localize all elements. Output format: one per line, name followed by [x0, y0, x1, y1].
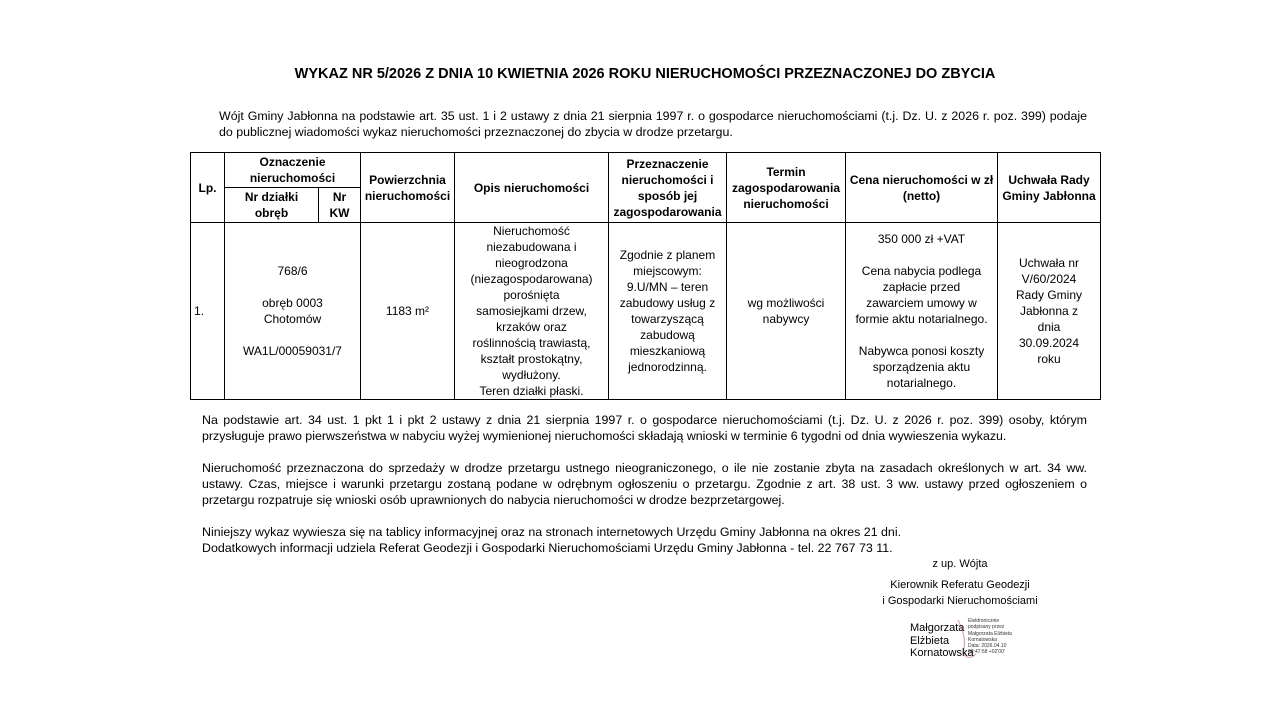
signer-name: Małgorzata Elżbieta Kornatowska	[910, 622, 974, 659]
cell-termin: wg możliwości nabywcy	[727, 223, 846, 400]
header-opis: Opis nieruchomości	[455, 153, 609, 223]
paragraph-pre-emption: Na podstawie art. 34 ust. 1 pkt 1 i pkt 2 ustawy z dnia 21 sierpnia 1997 r. o gospodarce nieruchomościami (t.j. Dz. U. z 2026 r. poz. 399) osoby, którym przysługuje prawo pierwszeństwa w nabyciu wyżej wymienionej nieruchomości składają wnioski w terminie 6 tygodni od dnia wywieszenia wykazu.	[202, 413, 1087, 443]
header-termin: Termin zagospodarowania nieruchomości	[727, 153, 846, 223]
parcel-number: 768/6	[277, 264, 308, 278]
header-nr-dzialki: Nr działki obręb	[225, 188, 319, 223]
cell-cena	[846, 223, 998, 400]
signature-stamp: Elektronicznie podpisany przez Małgorzata Elżbieta Kornatowska Data: 2026.04.10 08:47:58 +02'00'	[968, 618, 1012, 656]
header-przeznaczenie: Przeznaczenie nieruchomości i sposób jej zagospodarowania	[609, 153, 727, 223]
land-register-number: WA1L/00059031/7	[243, 344, 342, 358]
price-note-costs: Nabywca ponosi koszty sporządzenia aktu notarialnego.	[858, 344, 985, 390]
table-row	[191, 223, 1101, 400]
cell-powierzchnia: 1183 m²	[361, 223, 455, 400]
cell-oznaczenie	[225, 223, 361, 400]
signer-role-line2: i Gospodarki Nieruchomościami	[882, 595, 1038, 607]
paragraph-posting	[202, 524, 1087, 556]
intro-paragraph: Wójt Gminy Jabłonna na podstawie art. 35 ust. 1 i 2 ustawy z dnia 21 sierpnia 1997 r. o gospodarce nieruchomościami (t.j. Dz. U. z 2026 r. poz. 399) podaje do publicznej wiadomości wykaz nieruchomości przeznaczonej do zbycia w drodze przetargu.	[219, 109, 1087, 139]
electronic-signature	[900, 614, 1030, 664]
cell-uchwala: Uchwała nr V/60/2024 Rady Gminy Jabłonna z dnia 30.09.2024 roku	[998, 223, 1101, 400]
header-lp: Lp.	[191, 153, 225, 223]
on-behalf-label: z up. Wójta	[932, 558, 988, 570]
cell-przeznaczenie: Zgodnie z planem miejscowym: 9.U/MN – teren zabudowy usług z towarzyszącą zabudową mieszkaniową jednorodzinną.	[609, 223, 727, 400]
header-uchwala: Uchwała Rady Gminy Jabłonna	[998, 153, 1101, 223]
signer-role	[860, 577, 1060, 609]
header-powierzchnia: Powierzchnia nieruchomości	[361, 153, 455, 223]
terrain-text: Teren działki płaski.	[479, 384, 584, 398]
header-cena: Cena nieruchomości w zł (netto)	[846, 153, 998, 223]
property-table	[190, 152, 1101, 400]
document-title: WYKAZ NR 5/2026 Z DNIA 10 KWIETNIA 2026 ROKU NIERUCHOMOŚCI PRZEZNACZONEJ DO ZBYCIA	[294, 66, 996, 82]
signer-role-line1: Kierownik Referatu Geodezji	[890, 579, 1030, 591]
contact-line: Dodatkowych informacji udziela Referat Geodezji i Gospodarki Nieruchomościami Urzędu Gminy Jabłonna - tel. 22 767 73 11.	[202, 541, 893, 555]
header-oznaczenie: Oznaczenie nieruchomości	[225, 153, 361, 188]
price-value: 350 000 zł +VAT	[877, 232, 966, 246]
cell-lp: 1.	[191, 223, 225, 400]
locality: Chotomów	[263, 312, 322, 326]
description-text: Nieruchomość niezabudowana i nieogrodzona (niezagospodarowana) porośnięta samosiejkami drzew, krzaków oraz roślinnością trawiastą, kształt prostokątny, wydłużony.	[470, 224, 593, 382]
header-nr-kw: Nr KW	[319, 188, 361, 223]
precinct: obręb 0003	[262, 296, 323, 310]
cell-opis	[455, 223, 609, 400]
price-note-payment: Cena nabycia podlega zapłacie przed zawarciem umowy w formie aktu notarialnego.	[855, 264, 988, 326]
paragraph-tender: Nieruchomość przeznaczona do sprzedaży w drodze przetargu ustnego nieograniczonego, o ile nie zostanie zbyta na zasadach określonych w art. 34 ww. ustawy. Czas, miejsce i warunki przetargu zostaną podane w odrębnym ogłoszeniu o przetargu. Zgodnie z art. 38 ust. 3 ww. ustawy przed ogłoszeniem o przetargu rozpatruje się wnioski osób uprawnionych do nabycia nieruchomości w drodze bezprzetargowej.	[202, 461, 1087, 507]
posting-line: Niniejszy wykaz wywiesza się na tablicy informacyjnej oraz na stronach internetowych Urzędu Gminy Jabłonna na okres 21 dni.	[202, 525, 902, 539]
